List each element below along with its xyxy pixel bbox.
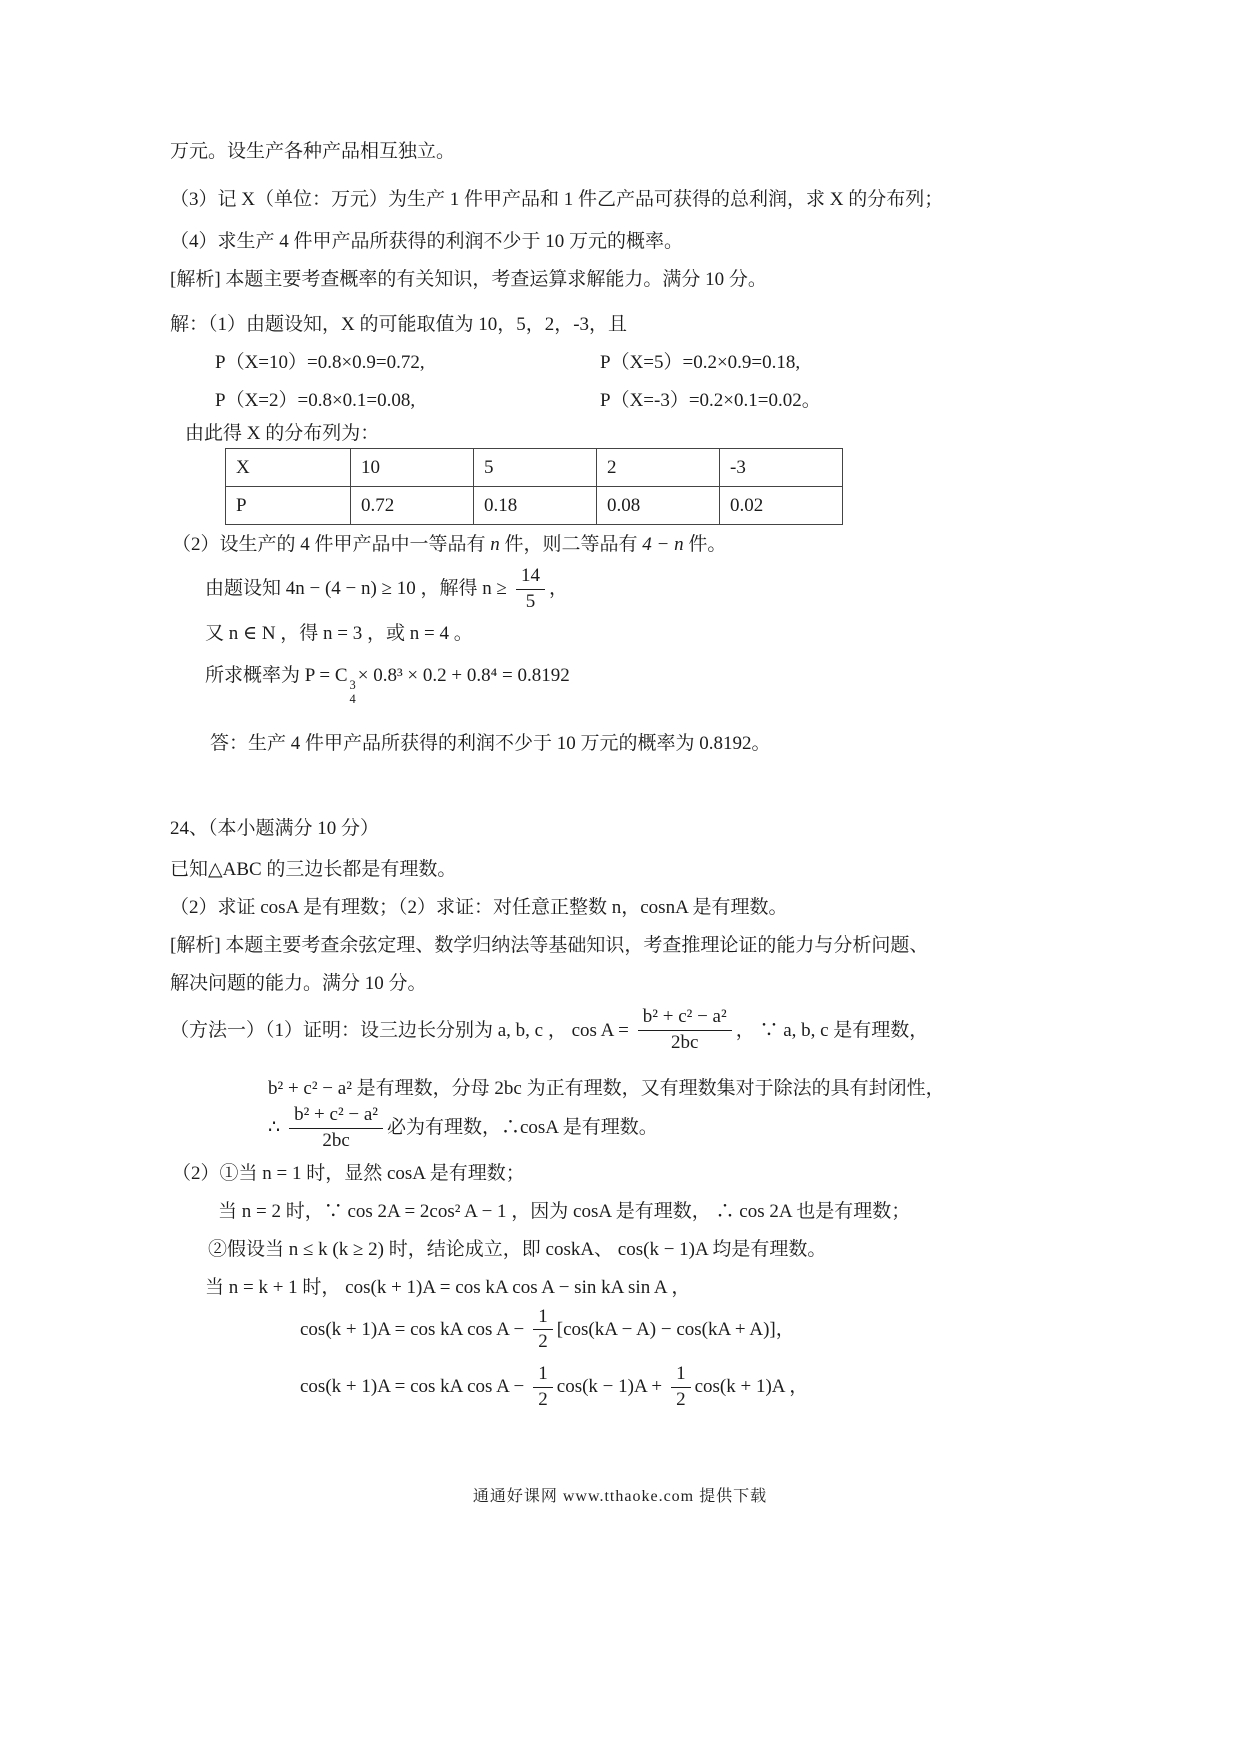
formula2-rhs: cos(k + 1)A ， [694,1376,809,1398]
analysis-line-24b: 解决问题的能力。满分 10 分。 [170,973,427,995]
one-half-fraction [533,1305,553,1356]
half-b-numerator: 1 [671,1362,691,1388]
distribution-intro: 由此得 X 的分布列为： [185,423,380,444]
combination-supsub [350,678,356,707]
answer-line: 答：生产 4 件甲产品所获得的利润不少于 10 万元的概率为 0.8192。 [210,733,771,755]
one-half-fraction-a [533,1362,553,1413]
formula2-lhs: cos(k + 1)A = cos kA cos A − [300,1376,525,1398]
combination-subscript: 4 [349,691,356,706]
method1-text: （方法一）（1）证明：设三边长分别为 a, b, c ， cos A = [170,1019,629,1041]
page-footer: 通通好课网 www.tthaoke.com 提供下载 [472,1488,768,1505]
table-cell: -3 [720,449,843,487]
one-half-fraction-b [671,1362,691,1413]
analysis-line-24a: [解析] 本题主要考查余弦定理、数学归纳法等基础知识，考查推理论证的能力与分析问题、 [170,935,929,957]
n-values-line: 又 n ∈ N ，得 n = 3 ，或 n = 4 。 [205,622,473,644]
formula2-mid: cos(k − 1)A + [556,1376,663,1398]
prob-equation-4: P（X=-3）=0.2×0.1=0.02。 [600,390,821,411]
induction-step-line: 当 n = k + 1 时， cos(k + 1)A = cos kA cos A − sin kA sin A ， [205,1276,691,1298]
probability-formula-line [205,662,1075,707]
therefore-symbol: ∴ [268,1117,281,1139]
fraction-numerator: 14 [516,564,545,590]
probability-equations [215,349,1075,415]
prob-equation-2: P（X=5）=0.2×0.9=0.18, [600,352,801,373]
parts-line: （2）求证 cosA 是有理数；（2）求证：对任意正整数 n，cosnA 是有理数。 [170,897,788,919]
table-row-p [226,487,843,525]
table-cell: 2 [597,449,720,487]
half-a-denominator: 2 [538,1388,548,1410]
problem-24-title: 24、（本小题满分 10 分） [170,818,380,840]
table-cell: 0.08 [597,487,720,525]
half-b-denominator: 2 [676,1388,686,1410]
fraction-denominator: 5 [525,590,536,612]
conclusion-text: 必为有理数，∴cosA 是有理数。 [386,1117,658,1139]
cosine-fraction-denominator: 2bc [671,1032,699,1054]
step2-text-post: 件。 [683,534,727,555]
table-cell: 0.02 [720,487,843,525]
analysis-line-23: [解析] 本题主要考查概率的有关知识，考查运算求解能力。满分 10 分。 [170,269,767,290]
formula1-rhs: [cos(kA − A) − cos(kA + A)]， [556,1318,795,1340]
expression-4-minus-n: 4 − n [642,534,684,555]
question-part3: （3）记 X（单位：万元）为生产 1 件甲产品和 1 件乙产品可获得的总利润，求 X 的分布列； [170,189,944,210]
cosine-fraction2-denominator: 2bc [322,1129,350,1151]
inequality-comma: ， [548,578,568,600]
given-line: 已知△ABC 的三边长都是有理数。 [170,859,457,881]
induction-hypothesis-line: ②假设当 n ≤ k (k ≥ 2) 时，结论成立，即 coskA、 cos(k − 1)A 均是有理数。 [208,1238,827,1260]
prob-equation-3: P（X=2）=0.8×0.1=0.08, [215,390,416,411]
inequality-text: 由题设知 4n − (4 − n) ≥ 10 ，解得 n ≥ [205,578,507,600]
inequality-line [205,564,1075,615]
step2-line [172,531,1075,559]
table-cell: 10 [351,449,474,487]
table-cell: X [226,449,351,487]
cosine-fraction-numerator: b² + c² − a² [638,1005,732,1031]
formula-line-2 [300,1362,1075,1413]
table-cell: 0.18 [474,487,597,525]
cosine-fraction [638,1005,732,1056]
step2-text-mid: 件，则二等品有 [499,534,643,555]
method1-text-post: ， ∵ a, b, c 是有理数， [735,1019,929,1041]
distribution-table [225,448,843,525]
variable-n: n [490,534,500,555]
method1-proof-line [170,1005,1075,1056]
step2-text: （2）设生产的 4 件甲产品中一等品有 [172,534,491,555]
question-part4: （4）求生产 4 件甲产品所获得的利润不少于 10 万元的概率。 [170,231,684,252]
table-cell: 0.72 [351,487,474,525]
conclusion-line [268,1103,1075,1154]
table-cell: 5 [474,449,597,487]
induction-n2-line: 当 n = 2 时，∵ cos 2A = 2cos² A − 1 ，因为 cosA 是有理数， ∴ cos 2A 也是有理数； [218,1200,911,1222]
combination-superscript: 3 [349,677,356,692]
closure-property-line: b² + c² − a² 是有理数，分母 2bc 为正有理数，又有理数集对于除法的具有封闭性， [268,1077,945,1099]
table-cell: P [226,487,351,525]
prob-equation-1: P（X=10）=0.8×0.9=0.72, [215,352,425,373]
formula-line-1 [300,1305,1075,1356]
induction-base-line: （2）①当 n = 1 时，显然 cosA 是有理数； [172,1162,525,1184]
prob-formula-c: P = C [304,664,348,686]
half-a-numerator: 1 [533,1362,553,1388]
prob-formula-rest: × 0.8³ × 0.2 + 0.8⁴ = 0.8192 [357,664,570,686]
prob-formula-label: 所求概率为 [205,664,305,686]
cosine-fraction2-numerator: b² + c² − a² [289,1103,383,1129]
table-row-x [226,449,843,487]
fraction-14-5 [516,564,545,615]
solution-step1-line: 解：（1）由题设知，X 的可能取值为 10，5，2，-3，且 [170,314,628,335]
carryover-line: 万元。设生产各种产品相互独立。 [170,141,456,162]
cosine-fraction-2 [289,1103,383,1154]
half-numerator: 1 [533,1305,553,1331]
half-denominator: 2 [538,1331,548,1353]
formula1-lhs: cos(k + 1)A = cos kA cos A − [300,1318,525,1340]
